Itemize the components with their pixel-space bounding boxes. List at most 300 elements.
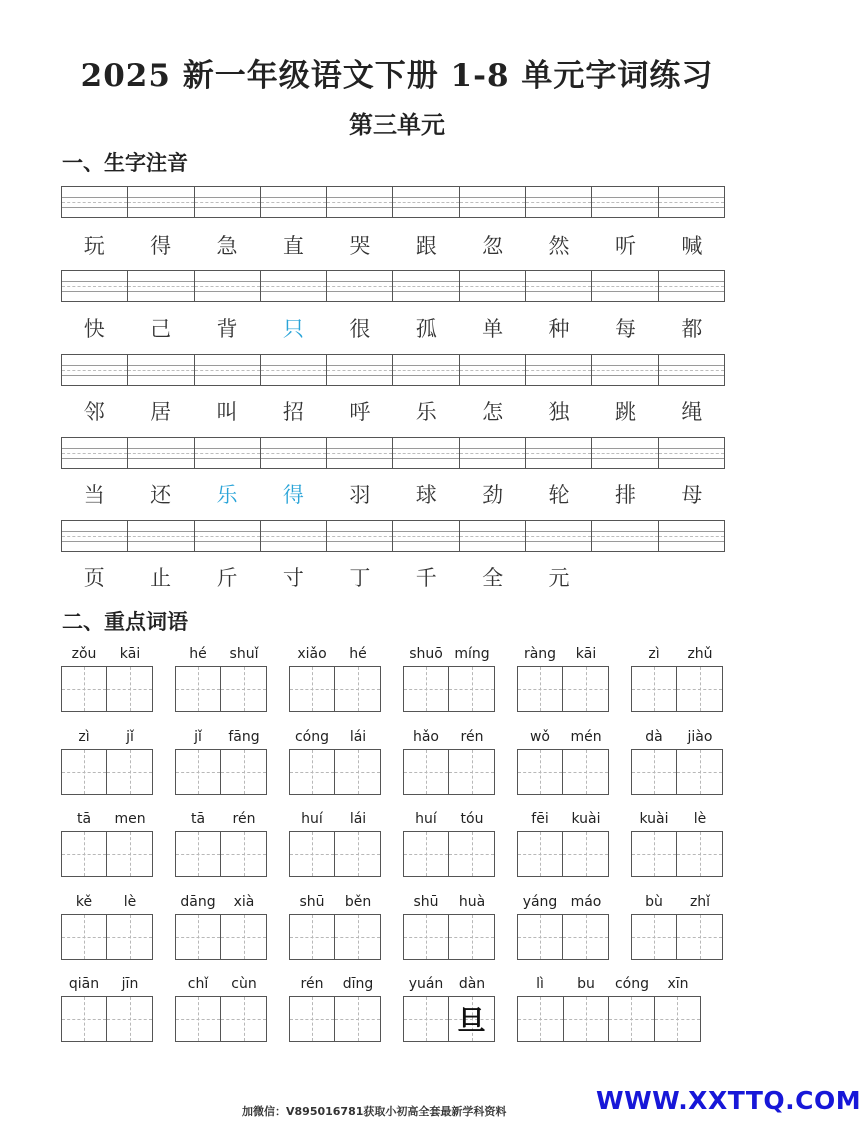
pinyin-answer-cell[interactable] [393, 187, 459, 217]
pinyin-syllable: lái [349, 811, 367, 827]
pinyin-syllable: xīn [667, 976, 689, 992]
character: 呼 [349, 400, 371, 424]
pinyin-line [403, 975, 495, 993]
writing-box[interactable] [221, 832, 266, 876]
pinyin-syllable: zhǔ [687, 646, 713, 662]
pinyin-answer-cell[interactable] [526, 438, 592, 468]
writing-box[interactable] [62, 997, 107, 1041]
character: 怎 [482, 400, 504, 424]
writing-box[interactable] [290, 750, 335, 794]
pinyin-line [61, 975, 153, 993]
pinyin-answer-cell[interactable] [659, 438, 724, 468]
writing-box[interactable] [518, 997, 564, 1041]
writing-boxes [175, 666, 267, 712]
pinyin-syllable: dāng [180, 894, 216, 910]
writing-box[interactable] [290, 997, 335, 1041]
pinyin-syllable: huí [415, 811, 437, 827]
writing-box[interactable] [563, 750, 608, 794]
pinyin-answer-cell[interactable] [261, 355, 327, 385]
pinyin-syllable: kāi [119, 646, 141, 662]
pinyin-syllable: kuài [639, 811, 669, 827]
writing-box[interactable] [335, 915, 380, 959]
pinyin-line [175, 728, 267, 746]
pinyin-line [289, 728, 381, 746]
pinyin-answer-cell[interactable] [592, 355, 658, 385]
word-practice-item [175, 893, 267, 960]
writing-box[interactable] [221, 750, 266, 794]
pinyin-line [175, 645, 267, 663]
pinyin-syllable: jiào [687, 729, 713, 745]
character-row [61, 563, 725, 593]
pinyin-writing-strip [61, 270, 725, 302]
pinyin-syllable: fāng [228, 729, 260, 745]
pinyin-answer-cell[interactable] [526, 521, 592, 551]
pinyin-answer-cell[interactable] [128, 438, 194, 468]
pinyin-answer-cell[interactable] [327, 271, 393, 301]
pinyin-syllable: zì [78, 729, 90, 745]
pinyin-answer-cell[interactable] [460, 355, 526, 385]
pinyin-answer-cell[interactable] [195, 438, 261, 468]
writing-box[interactable] [62, 915, 107, 959]
writing-box[interactable] [335, 997, 380, 1041]
writing-boxes [631, 831, 723, 877]
writing-box[interactable] [290, 832, 335, 876]
pinyin-writing-strip [61, 437, 725, 469]
writing-box[interactable] [221, 915, 266, 959]
page-title: 2025 新一年级语文下册 1-8 单元字词练习 [80, 58, 714, 94]
pinyin-answer-cell[interactable] [526, 355, 592, 385]
writing-box[interactable] [449, 832, 494, 876]
writing-box[interactable] [632, 750, 677, 794]
pinyin-syllable: lì [536, 976, 544, 992]
pinyin-answer-cell[interactable] [526, 187, 592, 217]
pinyin-answer-cell[interactable] [592, 521, 658, 551]
pinyin-answer-cell[interactable] [327, 521, 393, 551]
character: 每 [614, 317, 636, 341]
pinyin-line [403, 728, 495, 746]
pinyin-answer-cell[interactable] [659, 521, 724, 551]
writing-boxes [61, 749, 153, 795]
pinyin-answer-cell[interactable] [393, 355, 459, 385]
character: 直 [282, 234, 304, 258]
character: 独 [548, 400, 570, 424]
writing-boxes [631, 914, 723, 960]
character: 元 [548, 566, 570, 590]
word-practice-item [175, 975, 267, 1042]
pinyin-syllable: cóng [294, 729, 330, 745]
pinyin-answer-cell[interactable] [62, 355, 128, 385]
writing-boxes [631, 666, 723, 712]
word-practice-item [631, 728, 723, 795]
character: 寸 [282, 566, 304, 590]
pinyin-syllable: hé [189, 646, 207, 662]
prefilled-character: 旦 [457, 1004, 486, 1037]
writing-boxes [403, 996, 495, 1042]
writing-boxes [289, 831, 381, 877]
word-practice-item [289, 893, 381, 960]
word-practice-item [289, 728, 381, 795]
character: 单 [482, 317, 504, 341]
writing-boxes [175, 996, 267, 1042]
character: 跳 [614, 400, 636, 424]
pinyin-answer-cell[interactable] [460, 521, 526, 551]
writing-boxes [175, 914, 267, 960]
writing-box[interactable] [632, 915, 677, 959]
character: 然 [548, 234, 570, 258]
pinyin-syllable: běn [344, 894, 372, 910]
character: 哭 [349, 234, 371, 258]
character: 当 [83, 483, 105, 507]
writing-boxes [289, 996, 381, 1042]
writing-box[interactable] [176, 667, 221, 711]
word-practice-item [61, 893, 153, 960]
character: 跟 [415, 234, 437, 258]
pinyin-answer-cell[interactable] [659, 355, 724, 385]
pinyin-syllable: zhǐ [689, 894, 711, 910]
character: 邻 [83, 400, 105, 424]
pinyin-syllable: yuán [408, 976, 444, 992]
pinyin-syllable: cóng [614, 976, 650, 992]
pinyin-answer-cell[interactable] [393, 438, 459, 468]
word-practice-item [403, 810, 495, 877]
writing-box[interactable] [176, 915, 221, 959]
pinyin-answer-cell[interactable] [128, 271, 194, 301]
pinyin-answer-cell[interactable] [128, 521, 194, 551]
pinyin-answer-cell[interactable] [659, 271, 724, 301]
writing-boxes [631, 749, 723, 795]
pinyin-answer-cell[interactable] [460, 187, 526, 217]
pinyin-syllable: tā [190, 811, 206, 827]
pinyin-answer-cell[interactable] [393, 271, 459, 301]
writing-box[interactable] [221, 997, 266, 1041]
character-row [61, 480, 725, 510]
footer-logo: WWW.XXTTQ.COM [596, 1086, 861, 1115]
pinyin-syllable: huà [458, 894, 486, 910]
pinyin-line [631, 893, 723, 911]
pinyin-line [289, 645, 381, 663]
character: 止 [150, 566, 172, 590]
writing-boxes [517, 831, 609, 877]
writing-box[interactable] [518, 750, 563, 794]
pinyin-syllable: rén [300, 976, 324, 992]
word-practice-item [517, 893, 609, 960]
writing-boxes [517, 996, 701, 1042]
pinyin-syllable: shū [413, 894, 439, 910]
writing-box[interactable] [632, 667, 677, 711]
writing-box[interactable] [335, 750, 380, 794]
word-practice-item [517, 975, 701, 1042]
word-practice-item [631, 810, 723, 877]
character: 玩 [83, 234, 105, 258]
pinyin-answer-cell[interactable] [592, 187, 658, 217]
pinyin-syllable: zǒu [71, 646, 97, 662]
pinyin-answer-cell[interactable] [195, 521, 261, 551]
writing-box[interactable] [677, 915, 722, 959]
writing-box[interactable] [62, 750, 107, 794]
pinyin-syllable: wǒ [529, 729, 550, 745]
character [659, 563, 725, 593]
pinyin-answer-cell[interactable] [128, 355, 194, 385]
character: 还 [150, 483, 172, 507]
pinyin-answer-cell[interactable] [261, 187, 327, 217]
word-practice-item [175, 810, 267, 877]
pinyin-line [517, 728, 609, 746]
writing-boxes [403, 749, 495, 795]
pinyin-answer-cell[interactable] [526, 271, 592, 301]
pinyin-answer-cell[interactable] [327, 355, 393, 385]
writing-box[interactable] [449, 750, 494, 794]
writing-boxes [517, 666, 609, 712]
character: 球 [415, 483, 437, 507]
writing-boxes [61, 996, 153, 1042]
writing-box[interactable] [518, 667, 563, 711]
writing-boxes [61, 914, 153, 960]
writing-box[interactable] [655, 997, 700, 1041]
writing-box[interactable] [518, 915, 563, 959]
character: 乐 [415, 400, 437, 424]
character: 母 [681, 483, 703, 507]
pinyin-answer-cell[interactable] [460, 271, 526, 301]
pinyin-writing-strip [61, 186, 725, 218]
pinyin-syllable: hǎo [412, 729, 440, 745]
writing-box[interactable] [290, 915, 335, 959]
word-practice-item [175, 728, 267, 795]
pinyin-line [517, 975, 701, 993]
character-row [61, 314, 725, 344]
pinyin-line [175, 893, 267, 911]
pinyin-syllable: bù [645, 894, 663, 910]
pinyin-answer-cell[interactable] [393, 521, 459, 551]
writing-boxes [289, 914, 381, 960]
writing-box[interactable] [404, 832, 449, 876]
pinyin-line [517, 893, 609, 911]
pinyin-answer-cell[interactable] [128, 187, 194, 217]
writing-box[interactable] [176, 997, 221, 1041]
pinyin-line [289, 810, 381, 828]
character-row [61, 397, 725, 427]
writing-boxes [289, 749, 381, 795]
character: 孤 [415, 317, 437, 341]
character: 轮 [548, 483, 570, 507]
pinyin-answer-cell[interactable] [261, 271, 327, 301]
word-practice-item [403, 975, 495, 1042]
pinyin-answer-cell[interactable] [195, 271, 261, 301]
character: 听 [614, 234, 636, 258]
pinyin-line [61, 893, 153, 911]
unit-subtitle: 第三单元 [349, 110, 445, 139]
writing-box[interactable] [107, 915, 152, 959]
pinyin-line [403, 893, 495, 911]
pinyin-syllable: men [114, 811, 146, 827]
pinyin-syllable: cùn [231, 976, 257, 992]
writing-box[interactable] [449, 997, 494, 1041]
writing-box[interactable] [563, 915, 608, 959]
pinyin-syllable: xiǎo [297, 646, 327, 662]
pinyin-syllable: shuō [409, 646, 443, 662]
pinyin-writing-strip [61, 520, 725, 552]
pinyin-line [61, 728, 153, 746]
writing-boxes [61, 831, 153, 877]
writing-boxes [403, 831, 495, 877]
pinyin-syllable: tā [76, 811, 92, 827]
writing-box[interactable] [404, 667, 449, 711]
writing-box[interactable] [107, 832, 152, 876]
character [592, 563, 658, 593]
pinyin-line [631, 728, 723, 746]
character: 乐 [216, 483, 238, 507]
writing-box[interactable] [107, 997, 152, 1041]
pinyin-line [61, 645, 153, 663]
pinyin-answer-cell[interactable] [62, 271, 128, 301]
word-practice-item [517, 645, 609, 712]
writing-box[interactable] [632, 832, 677, 876]
pinyin-answer-cell[interactable] [327, 438, 393, 468]
pinyin-syllable: xià [233, 894, 255, 910]
character: 招 [282, 400, 304, 424]
character: 背 [216, 317, 238, 341]
pinyin-syllable: kuài [571, 811, 601, 827]
pinyin-answer-cell[interactable] [261, 521, 327, 551]
pinyin-line [289, 975, 381, 993]
pinyin-line [403, 645, 495, 663]
pinyin-syllable: chǐ [187, 976, 209, 992]
writing-box[interactable] [449, 915, 494, 959]
pinyin-syllable: zì [648, 646, 660, 662]
word-practice-item [61, 645, 153, 712]
writing-boxes [517, 749, 609, 795]
pinyin-answer-cell[interactable] [327, 187, 393, 217]
pinyin-answer-cell[interactable] [195, 355, 261, 385]
character-row [61, 231, 725, 261]
writing-box[interactable] [335, 832, 380, 876]
pinyin-syllable: lái [349, 729, 367, 745]
writing-box[interactable] [677, 832, 722, 876]
writing-box[interactable] [62, 667, 107, 711]
word-practice-item [631, 893, 723, 960]
writing-box[interactable] [176, 750, 221, 794]
pinyin-syllable: rén [460, 729, 484, 745]
pinyin-syllable: huí [301, 811, 323, 827]
character: 斤 [216, 566, 238, 590]
character: 种 [548, 317, 570, 341]
pinyin-syllable: bu [577, 976, 595, 992]
pinyin-syllable: mén [570, 729, 602, 745]
writing-box[interactable] [609, 997, 655, 1041]
pinyin-answer-cell[interactable] [62, 187, 128, 217]
writing-boxes [403, 666, 495, 712]
character: 只 [282, 317, 304, 341]
word-practice-item [175, 645, 267, 712]
pinyin-syllable: dīng [342, 976, 374, 992]
pinyin-answer-cell[interactable] [195, 187, 261, 217]
character: 急 [216, 234, 238, 258]
pinyin-answer-cell[interactable] [592, 271, 658, 301]
pinyin-syllable: jǐ [126, 729, 134, 745]
section-heading-characters: 一、生字注音 [62, 150, 188, 175]
pinyin-line [517, 810, 609, 828]
word-practice-item [289, 975, 381, 1042]
character: 己 [150, 317, 172, 341]
pinyin-syllable: shuǐ [229, 646, 259, 662]
writing-box[interactable] [176, 832, 221, 876]
writing-box[interactable] [335, 667, 380, 711]
writing-box[interactable] [449, 667, 494, 711]
writing-box[interactable] [107, 750, 152, 794]
writing-box[interactable] [404, 997, 449, 1041]
pinyin-writing-strip [61, 354, 725, 386]
word-practice-item [403, 893, 495, 960]
writing-box[interactable] [563, 832, 608, 876]
pinyin-syllable: dàn [458, 976, 486, 992]
character: 得 [150, 234, 172, 258]
writing-box[interactable] [404, 915, 449, 959]
writing-box[interactable] [564, 997, 610, 1041]
pinyin-syllable: jǐ [194, 729, 202, 745]
writing-box[interactable] [107, 667, 152, 711]
writing-boxes [517, 914, 609, 960]
word-practice-item [517, 728, 609, 795]
pinyin-answer-cell[interactable] [592, 438, 658, 468]
pinyin-syllable: míng [454, 646, 490, 662]
character: 很 [349, 317, 371, 341]
word-practice-item [61, 728, 153, 795]
pinyin-syllable: hé [349, 646, 367, 662]
pinyin-answer-cell[interactable] [659, 187, 724, 217]
word-practice-item [61, 975, 153, 1042]
pinyin-syllable: yáng [522, 894, 558, 910]
pinyin-line [175, 975, 267, 993]
pinyin-syllable: ràng [523, 646, 557, 662]
writing-boxes [175, 749, 267, 795]
character: 叫 [216, 400, 238, 424]
pinyin-syllable: dà [645, 729, 663, 745]
character: 排 [614, 483, 636, 507]
character: 都 [681, 317, 703, 341]
writing-box[interactable] [290, 667, 335, 711]
pinyin-syllable: qiān [68, 976, 100, 992]
section-heading-words: 二、重点词语 [62, 609, 188, 634]
word-practice-item [289, 645, 381, 712]
writing-box[interactable] [563, 667, 608, 711]
writing-box[interactable] [404, 750, 449, 794]
word-practice-item [289, 810, 381, 877]
pinyin-line [61, 810, 153, 828]
character: 喊 [681, 234, 703, 258]
writing-box[interactable] [518, 832, 563, 876]
writing-box[interactable] [221, 667, 266, 711]
pinyin-syllable: fēi [531, 811, 549, 827]
pinyin-line [631, 810, 723, 828]
pinyin-answer-cell[interactable] [62, 438, 128, 468]
character: 丁 [349, 566, 371, 590]
word-practice-item [403, 728, 495, 795]
character: 居 [150, 400, 172, 424]
pinyin-answer-cell[interactable] [460, 438, 526, 468]
character: 千 [415, 566, 437, 590]
pinyin-syllable: rén [232, 811, 256, 827]
pinyin-answer-cell[interactable] [62, 521, 128, 551]
pinyin-syllable: máo [570, 894, 602, 910]
character: 快 [83, 317, 105, 341]
pinyin-syllable: lè [693, 811, 707, 827]
writing-box[interactable] [62, 832, 107, 876]
character: 劲 [482, 483, 504, 507]
pinyin-line [289, 893, 381, 911]
writing-box[interactable] [677, 750, 722, 794]
pinyin-answer-cell[interactable] [261, 438, 327, 468]
writing-box[interactable] [677, 667, 722, 711]
writing-boxes [289, 666, 381, 712]
